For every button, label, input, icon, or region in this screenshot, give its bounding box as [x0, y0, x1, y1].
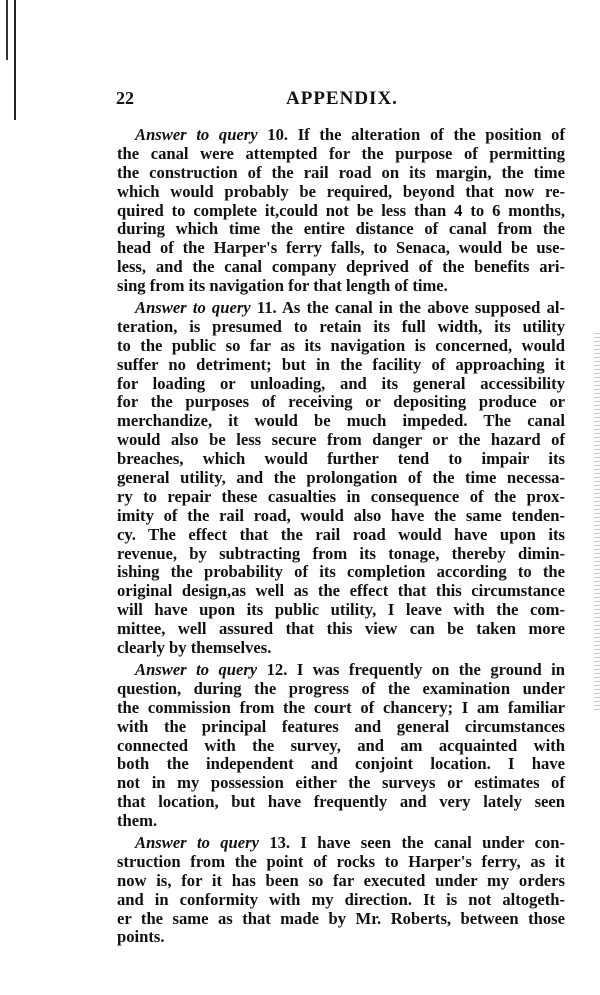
- line-text: during which time the entire distance of canal from the: [117, 219, 565, 239]
- page-number: 22: [116, 88, 134, 108]
- text-line: [117, 834, 565, 853]
- line-text: struction from the point of rocks to Harper's ferry, as it: [117, 851, 565, 871]
- text-line: [117, 258, 565, 277]
- line-text: ry to repair these casualties in consequence of the prox-: [117, 486, 565, 506]
- line-text: suffer no detriment; but in the facility of approaching it: [117, 354, 565, 374]
- text-line: [117, 507, 565, 526]
- line-text: which would probably be required, beyond that now re-: [117, 181, 565, 201]
- line-text: to the public so far as its navigation is concerned, would: [117, 335, 565, 355]
- text-line: [117, 737, 565, 756]
- text-line: [117, 620, 565, 639]
- text-line: [117, 412, 565, 431]
- text-line: [117, 680, 565, 699]
- text-line: [117, 393, 565, 412]
- paragraph-answer: [117, 834, 565, 947]
- text-line: [117, 469, 565, 488]
- text-line: [117, 872, 565, 891]
- page-body: [117, 126, 565, 950]
- text-line: [117, 601, 565, 620]
- text-line: [117, 639, 565, 658]
- line-text: the canal were attempted for the purpose of permitting: [117, 143, 565, 163]
- text-line: [117, 299, 565, 318]
- text-line: [117, 126, 565, 145]
- line-text: and in conformity with my direction. It is not altogeth-: [117, 889, 565, 909]
- text-line: [117, 545, 565, 564]
- line-text: 10. If the alteration of the position of: [257, 125, 565, 144]
- line-text: that location, but have frequently and very lately seen: [117, 792, 565, 812]
- text-line: [117, 563, 565, 582]
- text-line: [117, 277, 565, 296]
- text-line: [117, 202, 565, 221]
- page-header: [116, 88, 566, 112]
- line-text: sing from its navigation for that length of time.: [117, 276, 448, 296]
- text-line: [117, 526, 565, 545]
- line-text: 13. I have seen the canal under con-: [258, 832, 565, 852]
- text-line: [117, 164, 565, 183]
- line-text: head of the Harper's ferry falls, to Senaca, would be use-: [117, 238, 565, 258]
- line-text: ishing the probability of its completion according to the: [117, 562, 565, 582]
- line-text: for the purposes of receiving or depositing produce or: [117, 392, 565, 412]
- text-line: [117, 318, 565, 337]
- text-line: [117, 450, 565, 469]
- text-line: [117, 793, 565, 812]
- text-line: [117, 812, 565, 831]
- scan-page-edge: [594, 330, 600, 710]
- text-line: [117, 145, 565, 164]
- line-text: cy. The effect that the rail road would have upon its: [117, 524, 565, 544]
- line-text: breaches, which would further tend to impair its: [117, 449, 565, 469]
- line-text: revenue, by subtracting from its tonage, thereby dimin-: [117, 543, 565, 563]
- line-text: original design,as well as the effect that this circumstance: [117, 581, 565, 601]
- line-text: teration, is presumed to retain its full width, its utility: [117, 316, 565, 336]
- line-text: general utility, and the prolongation of the time necessa-: [117, 468, 565, 488]
- text-line: [117, 220, 565, 239]
- line-text: less, and the canal company deprived of the benefits ari-: [117, 257, 565, 277]
- line-text: for loading or unloading, and its general accessibility: [117, 373, 565, 393]
- line-text: er the same as that made by Mr. Roberts, between those: [117, 908, 565, 928]
- line-text: would also be less secure from danger or the hazard of: [117, 430, 565, 450]
- text-line: [117, 375, 565, 394]
- line-text: points.: [117, 927, 165, 947]
- answer-lead: Answer to query: [135, 125, 258, 144]
- text-line: [117, 928, 565, 947]
- line-text: now is, for it has been so far executed under my orders: [117, 870, 565, 890]
- line-text: quired to complete it,could not be less than 4 to 6 months,: [117, 200, 565, 220]
- running-title: APPENDIX.: [286, 88, 398, 109]
- line-text: the commission from the court of chancery; I am familiar: [117, 697, 565, 717]
- text-line: [117, 718, 565, 737]
- paragraph-answer: [117, 126, 565, 296]
- text-line: [117, 891, 565, 910]
- text-line: [117, 582, 565, 601]
- text-line: [117, 774, 565, 793]
- text-line: [117, 853, 565, 872]
- line-text: 12. I was frequently on the ground in: [257, 659, 565, 679]
- text-line: [117, 488, 565, 507]
- line-text: with the principal features and general circumstances: [117, 716, 565, 736]
- line-text: them.: [117, 811, 158, 831]
- text-line: [117, 661, 565, 680]
- answer-lead: Answer to query: [135, 659, 258, 679]
- text-line: [117, 755, 565, 774]
- line-text: question, during the progress of the examination under: [117, 678, 565, 698]
- line-text: 11. As the canal in the above supposed al-: [250, 298, 565, 318]
- scan-binding-mark: [6, 0, 8, 60]
- paragraph-answer: [117, 299, 565, 658]
- line-text: merchandize, it would be much impeded. The canal: [117, 411, 565, 431]
- text-line: [117, 699, 565, 718]
- text-line: [117, 239, 565, 258]
- scan-binding-edge: [0, 0, 16, 120]
- text-line: [117, 183, 565, 202]
- line-text: not in my possession either the surveys or estimates of: [117, 773, 565, 793]
- line-text: connected with the survey, and am acquainted with: [117, 735, 565, 755]
- text-line: [117, 910, 565, 929]
- answer-lead: Answer to query: [135, 832, 259, 852]
- text-line: [117, 337, 565, 356]
- text-line: [117, 431, 565, 450]
- line-text: clearly by themselves.: [117, 638, 272, 658]
- line-text: imity of the rail road, would also have the same tenden-: [117, 505, 565, 525]
- line-text: mittee, well assured that this view can be taken more: [117, 619, 565, 639]
- line-text: will have upon its public utility, I leave with the com-: [117, 600, 565, 620]
- paragraph-answer: [117, 661, 565, 831]
- answer-lead: Answer to query: [135, 298, 251, 318]
- text-line: [117, 356, 565, 375]
- line-text: both the independent and conjoint location. I have: [117, 754, 565, 774]
- line-text: the construction of the rail road on its margin, the time: [117, 162, 565, 182]
